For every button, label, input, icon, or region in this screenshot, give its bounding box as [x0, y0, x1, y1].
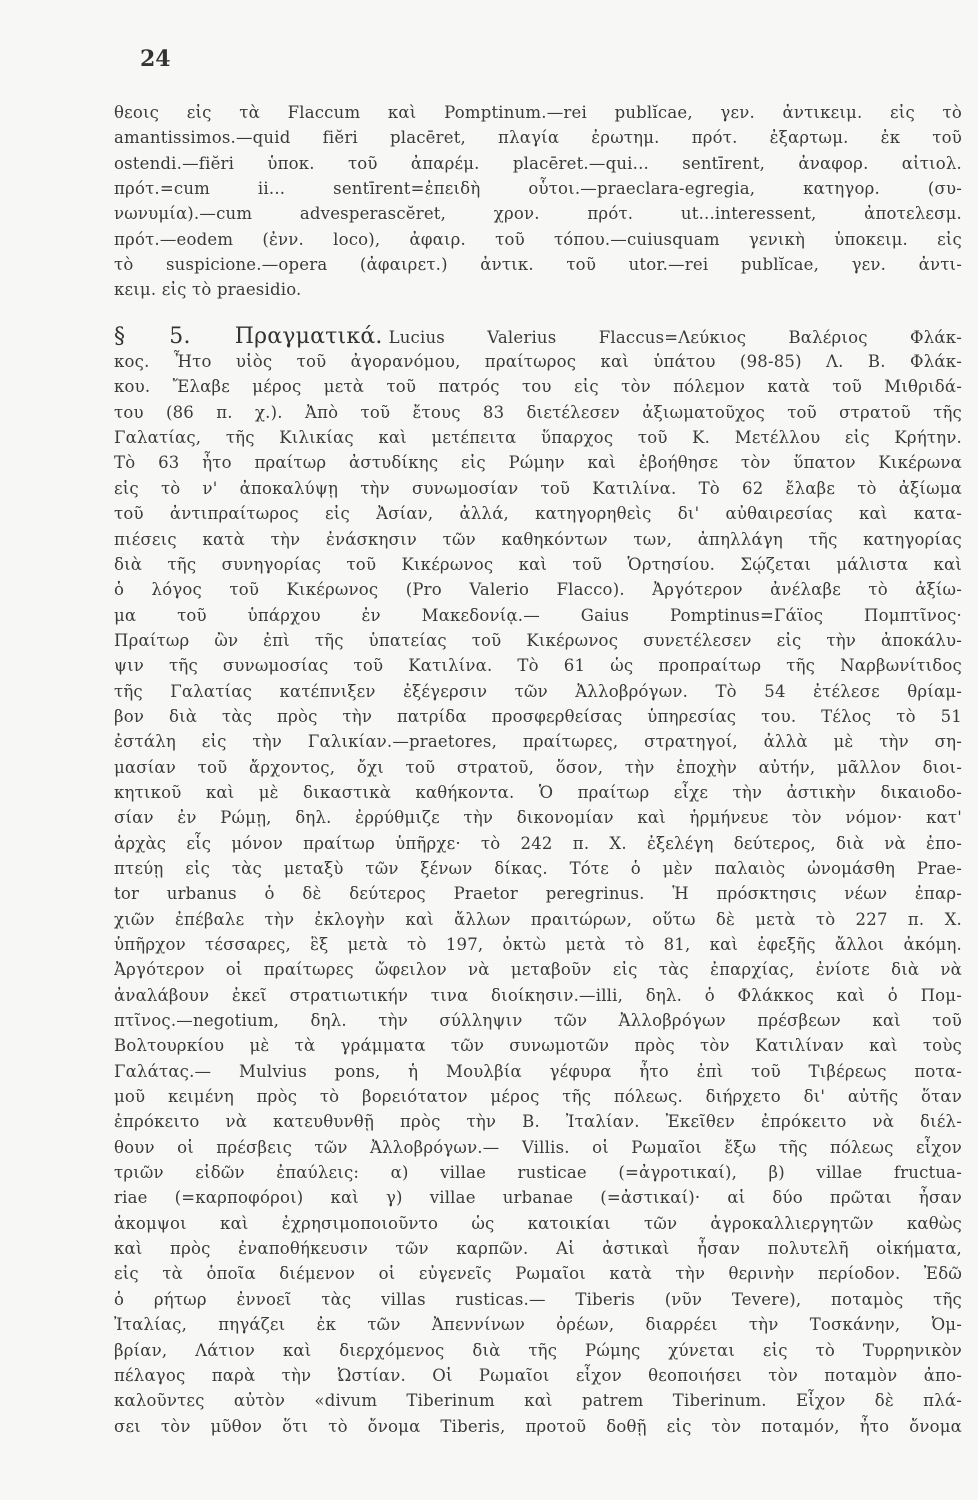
text-line: ψιν τῆς συνωμοσίας τοῦ Κατιλίνα. Τὸ 61 ὡς προπραίτωρ τῆς Ναρβωνίτιδος [114, 656, 962, 676]
text-line: ὁ ρήτωρ ἐννοεῖ τὰς villas rusticas.— Tiberis (νῦν Tevere), ποταμὸς τῆς [114, 1289, 962, 1309]
text-line: Ἰταλίας, πηγάζει ἐκ τῶν Ἀπεννίνων ὀρέων, διαρρέει τὴν Τοσκάνην, Ὀμ- [114, 1315, 962, 1335]
text-line: ostendi.—fiĕri ὑποκ. τοῦ ἀπαρέμ. placēret.—qui... sentīrent, ἀναφορ. αἰτιολ. [114, 153, 962, 173]
text-line: Γαλάτας.— Mulvius pons, ἡ Μουλβία γέφυρα ἦτο ἐπὶ τοῦ Τιβέρεως ποτα- [114, 1061, 962, 1081]
text-line: κειμ. εἰς τὸ praesidio. [114, 280, 302, 300]
text-line: βον διὰ τὰς πρὸς τὴν πατρίδα προσφερθείσας ὑπηρεσίας του. Τέλος τὸ 51 [114, 706, 962, 726]
text-line: Τὸ 63 ἦτο πραίτωρ ἀστυδίκης εἰς Ρώμην καὶ ἐβοήθησε τὸν ὕπατον Κικέρωνα [114, 453, 962, 473]
text-line: εἰς τὰ ὁποῖα διέμενον οἱ εὐγενεῖς Ρωμαῖοι κατὰ τὴν θερινὴν περίοδον. Ἐδῶ [114, 1264, 962, 1284]
text-line: πέλαγος παρὰ τὴν Ὠστίαν. Οἱ Ρωμαῖοι εἶχον θεοποιήσει τὸν ποταμὸν ἀπο- [114, 1365, 962, 1385]
text-line: κητικοῦ καὶ μὲ δικαστικὰ καθήκοντα. Ὁ πραίτωρ εἶχε τὴν ἀστικὴν δικαιοδο- [114, 782, 962, 802]
notes-paragraph [114, 100, 962, 303]
text-line: ἀρχὰς εἷς μόνον πραίτωρ ὑπῆρχε· τὸ 242 π. Χ. ἐξελέγη δεύτερος, διὰ νὰ ἐπο- [114, 833, 962, 853]
text-line: μασίαν τοῦ ἄρχοντος, ὄχι τοῦ στρατοῦ, ὅσον, τὴν ἐποχὴν αὐτήν, μᾶλλον διοι- [114, 757, 962, 777]
text-line: τὸ suspicione.—opera (ἀφαιρετ.) ἀντικ. τοῦ utor.—rei publĭcae, γεν. ἀντι- [114, 255, 962, 275]
text-line: ὑπῆρχον τέσσαρες, ἓξ μετὰ τὸ 197, ὀκτὼ μετὰ τὸ 81, καὶ ἐφεξῆς ἄλλοι ἀκόμη. [114, 935, 962, 954]
text-line: τῆς Γαλατίας κατέπνιξεν ἐξέγερσιν τῶν Ἀλλοβρόγων. Τὸ 54 ἐτέλεσε θρίαμ- [114, 681, 962, 701]
text-line: Ἀργότερον οἱ πραίτωρες ὤφειλον νὰ μεταβοῦν εἰς τὰς ἐπαρχίας, ἐνίοτε διὰ νὰ [114, 960, 962, 980]
text-line: tor urbanus ὁ δὲ δεύτερος Praetor peregrinus. Ἡ πρόσκτησις νέων ἐπαρ- [114, 884, 962, 904]
text-line: θουν οἱ πρέσβεις τῶν Ἀλλοβρόγων.— Villis. οἱ Ρωμαῖοι ἔξω τῆς πόλεως εἶχον [114, 1137, 962, 1157]
text-line: πιέσεις κατὰ τὴν ἐνάσκησιν τῶν καθηκόντων των, ἀπηλλάγη τῆς κατηγορίας [114, 529, 962, 549]
text-line: κου. Ἔλαβε μέρος μετὰ τοῦ πατρός του εἰς τὸν πόλεμον κατὰ τοῦ Μιθριδά- [114, 377, 962, 397]
text-line: πρότ.=cum ii... sentīrent=ἐπειδὴ οὗτοι.—praeclara-egregia, κατηγορ. (συ- [114, 179, 962, 199]
text-line: Γαλατίας, τῆς Κιλικίας καὶ μετέπειτα ὕπαρχος τοῦ Κ. Μετέλλου εἰς Κρήτην. [114, 428, 962, 448]
text-line: σίαν ἐν Ρώμῃ, δηλ. ἐρρύθμιζε τὴν δικονομίαν καὶ ἡρμήνευε τὸν νόμον· κατ' [114, 808, 962, 828]
page-number: 24 [140, 46, 171, 72]
text-line: ἀναλάβουν ἐκεῖ στρατιωτικήν τινα διοίκησιν.—illi, δηλ. ὁ Φλάκκος καὶ ὁ Πομ- [114, 985, 962, 1005]
text-line: νωνυμία).—cum advesperascĕret, χρον. πρότ. ut...interessent, ἀποτελεσμ. [114, 204, 962, 224]
text-line: μα τοῦ ὑπάρχου ἐν Μακεδονίᾳ.— Gaius Pomptinus=Γάϊος Πομπτῖνος· [114, 605, 962, 625]
text-line: θεοις εἰς τὰ Flaccum καὶ Pomptinum.—rei publĭcae, γεν. ἀντικειμ. εἰς τὸ [114, 103, 962, 122]
page-text [114, 100, 962, 1439]
section-gap [114, 303, 962, 324]
section-heading: § 5. Πραγματικά. [114, 323, 383, 349]
section-pragmatika [114, 324, 962, 1439]
text-line: μοῦ κειμένη πρὸς τὸ βορειότατον μέρος τῆς πόλεως. διήρχετο δι' αὐτῆς ὅταν [114, 1087, 962, 1107]
section-heading-line [114, 324, 962, 349]
text-line: του (86 π. χ.). Ἀπὸ τοῦ ἔτους 83 διετέλεσεν ἀξιωματοῦχος τοῦ στρατοῦ τῆς [114, 402, 962, 422]
text-line: riae (=καρποφόροι) καὶ γ) villae urbanae (=ἀστικαί)· αἱ δύο πρῶται ἦσαν [114, 1188, 962, 1208]
section-heading-rest: Lucius Valerius Flaccus=Λεύκιος Βαλέριος Φλάκ- [388, 327, 962, 347]
text-line: εἰς τὸ ν' ἀποκαλύψῃ τὴν συνωμοσίαν τοῦ Κατιλίνα. Τὸ 62 ἔλαβε τὸ ἀξίωμα [114, 478, 962, 498]
text-line: Βολτουρκίου μὲ τὰ γράμματα τῶν συνωμοτῶν πρὸς τὸν Κατιλίναν καὶ τοὺς [114, 1036, 962, 1056]
text-line: πτῖνος.—negotium, δηλ. τὴν σύλληψιν τῶν Ἀλλοβρόγων πρέσβεων καὶ τοῦ [114, 1011, 962, 1031]
text-line: καὶ πρὸς ἐναποθήκευσιν τῶν καρπῶν. Αἱ ἀστικαὶ ἦσαν πολυτελῆ οἰκήματα, [114, 1239, 962, 1259]
text-line: Πραίτωρ ὢν ἐπὶ τῆς ὑπατείας τοῦ Κικέρωνος συνετέλεσεν εἰς τὴν ἀποκάλυ- [114, 630, 962, 650]
text-line: βρίαν, Λάτιον καὶ διερχόμενος διὰ τῆς Ρώμης χύνεται εἰς τὸ Τυρρηνικὸν [114, 1340, 962, 1360]
text-line: amantissimos.—quid fiĕri placēret, πλαγία ἐρωτημ. πρότ. ἐξαρτωμ. ἐκ τοῦ [114, 128, 962, 148]
text-line: κος. Ἦτο υἱὸς τοῦ ἀγορανόμου, πραίτωρος καὶ ὑπάτου (98-85) Λ. Β. Φλάκ- [114, 352, 962, 372]
text-line: διὰ τῆς συνηγορίας τοῦ Κικέρωνος καὶ τοῦ Ὁρτησίου. Σῴζεται μάλιστα καὶ [114, 554, 962, 574]
text-line: ἐπρόκειτο νὰ κατευθυνθῇ πρὸς τὴν Β. Ἰταλίαν. Ἐκεῖθεν ἐπρόκειτο νὰ διέλ- [114, 1112, 962, 1132]
text-line: τριῶν εἰδῶν ἐπαύλεις: α) villae rusticae (=ἀγροτικαί), β) villae fructua- [114, 1163, 962, 1183]
text-line: καλοῦντες αὐτὸν «divum Tiberinum καὶ patrem Tiberinum. Εἶχον δὲ πλά- [114, 1391, 962, 1411]
text-line: ἐστάλη εἰς τὴν Γαλικίαν.—praetores, πραίτωρες, στρατηγοί, ἀλλὰ μὲ τὴν ση- [114, 732, 962, 752]
text-line: πρότ.—eodem (ἐνν. loco), ἀφαιρ. τοῦ τόπου.—cuiusquam γενικὴ ὑποκειμ. εἰς [114, 229, 962, 249]
text-line: τοῦ ἀντιπραίτωρος εἰς Ἀσίαν, ἀλλά, κατηγορηθεὶς δι' αὐθαιρεσίας καὶ κατα- [114, 504, 962, 524]
text-line: σει τὸν μῦθον ὅτι τὸ ὄνομα Tiberis, πρoτοῦ δοθῇ εἰς τὸν ποταμόν, ἦτο ὄνομα [114, 1416, 962, 1436]
text-line: πτεύῃ εἰς τὰς μεταξὺ τῶν ξένων δίκας. Τότε ὁ μὲν παλαιὸς ὠνομάσθη Prae- [114, 858, 962, 878]
text-line: ὁ λόγος τοῦ Κικέρωνος (Pro Valerio Flacco). Ἀργότερον ἀνέλαβε τὸ ἀξίω- [114, 580, 962, 600]
text-line: ἀκομψοι καὶ ἐχρησιμοποιοῦντο ὡς κατοικίαι τῶν ἀγροκαλλιεργητῶν καθὼς [114, 1213, 962, 1233]
text-line: χιῶν ἐπέβαλε τὴν ἐκλογὴν καὶ ἄλλων πραιτώρων, οὕτω δὲ μετὰ τὸ 227 π. Χ. [114, 909, 962, 929]
